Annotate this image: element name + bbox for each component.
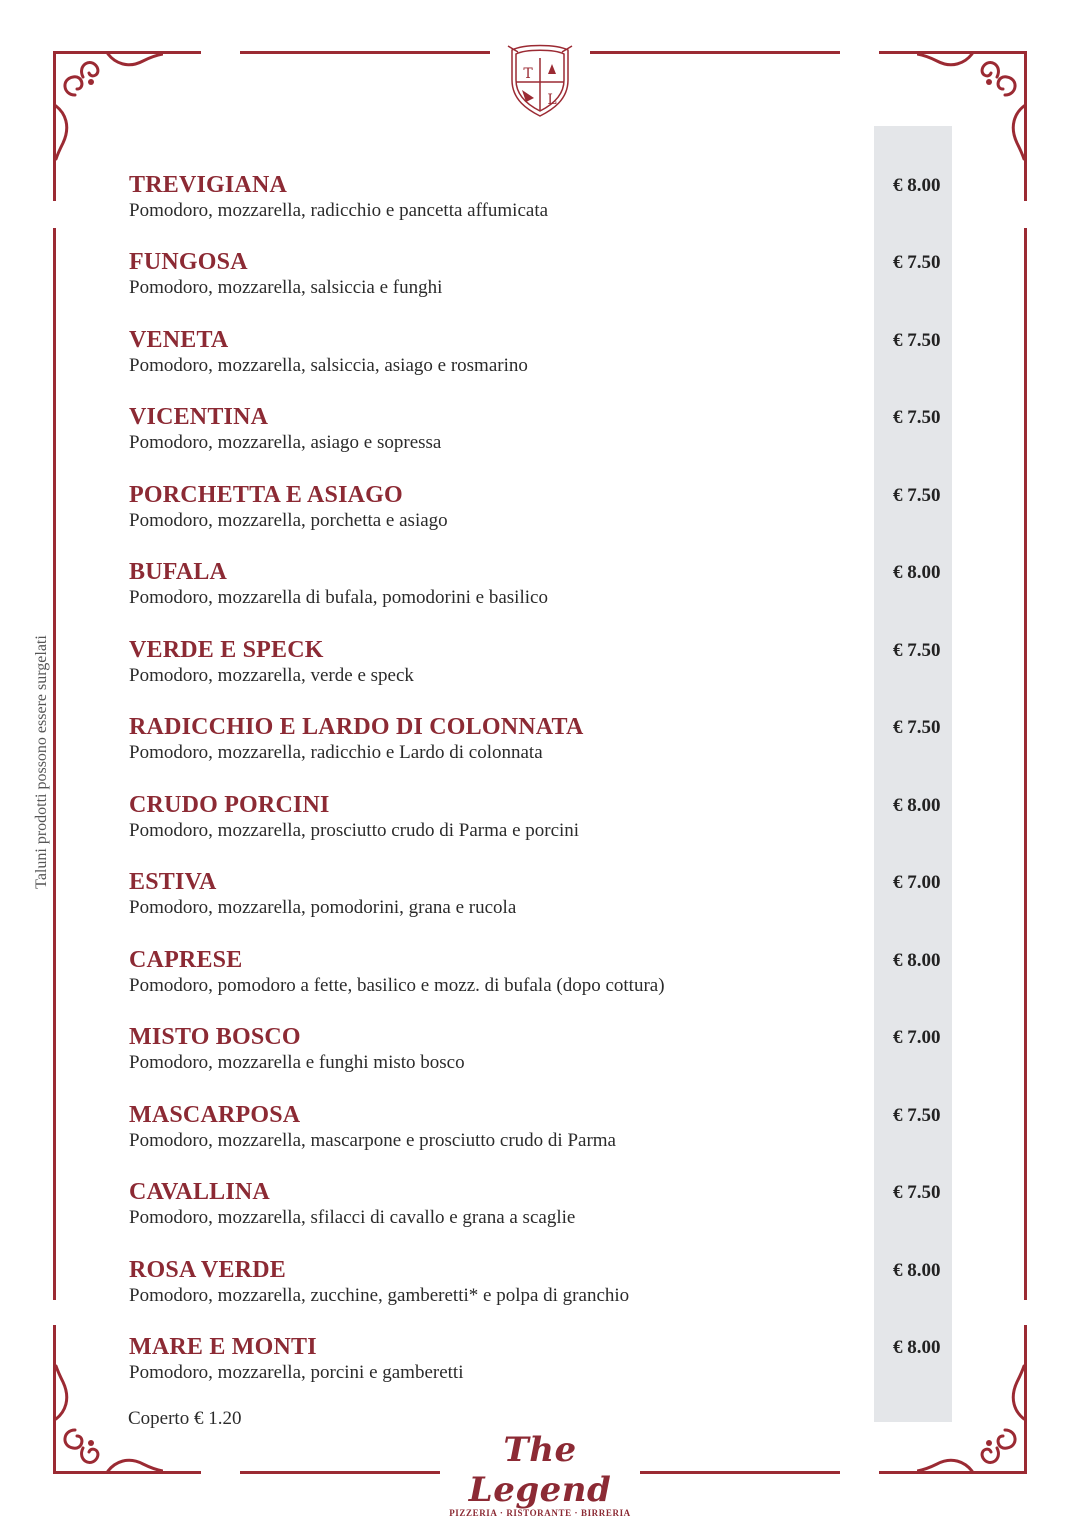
menu-item-price: € 7.00: [893, 1027, 941, 1048]
menu-item-description: Pomodoro, mozzarella, radicchio e pancetta affumicata: [129, 200, 549, 221]
menu-item-name: VENETA: [129, 327, 229, 353]
menu-item: [129, 713, 849, 765]
menu-item-description: Pomodoro, mozzarella, porchetta e asiago: [129, 510, 448, 531]
menu-item-price: € 7.50: [893, 485, 941, 506]
menu-item: [129, 326, 849, 378]
menu-item: [129, 946, 849, 998]
cover-charge: Coperto € 1.20: [128, 1408, 242, 1429]
menu-item: [129, 1178, 849, 1230]
svg-text:L: L: [547, 92, 557, 108]
menu-item-name: TREVIGIANA: [129, 172, 288, 198]
menu-item-price: € 7.00: [893, 872, 941, 893]
menu-item: [129, 171, 849, 223]
menu-item-price: € 8.00: [893, 562, 941, 583]
menu-item-name: BUFALA: [129, 559, 228, 585]
menu-item: [129, 558, 849, 610]
menu-item-price: € 8.00: [893, 950, 941, 971]
menu-item-price: € 7.50: [893, 1105, 941, 1126]
price-column-background: [874, 126, 952, 1422]
menu-item-price: € 7.50: [893, 1182, 941, 1203]
menu-item: [129, 403, 849, 455]
menu-item-description: Pomodoro, mozzarella, salsiccia e funghi: [129, 277, 443, 298]
menu-item-name: ROSA VERDE: [129, 1257, 286, 1283]
menu-item-description: Pomodoro, mozzarella, zucchine, gamberetti* e polpa di granchio: [129, 1285, 630, 1306]
menu-item: [129, 1333, 849, 1385]
menu-item-price: € 7.50: [893, 717, 941, 738]
menu-item-description: Pomodoro, mozzarella, asiago e sopressa: [129, 432, 442, 453]
menu-item-name: FUNGOSA: [129, 249, 248, 275]
menu-item: [129, 868, 849, 920]
corner-ornament-top-left-icon: [53, 51, 163, 161]
frame-top-center-left: [240, 51, 490, 54]
frame-bottom-center-right: [640, 1471, 840, 1474]
menu-item-description: Pomodoro, mozzarella, pomodorini, grana e rucola: [129, 897, 517, 918]
menu-item-description: Pomodoro, mozzarella, verde e speck: [129, 665, 414, 686]
frame-left-middle: [53, 228, 56, 1300]
menu-item-name: MARE E MONTI: [129, 1334, 317, 1360]
menu-item-price: € 7.50: [893, 330, 941, 351]
menu-item-description: Pomodoro, mozzarella, radicchio e Lardo di colonnata: [129, 742, 543, 763]
menu-item-name: CRUDO PORCINI: [129, 792, 330, 818]
menu-item: [129, 248, 849, 300]
menu-item-description: Pomodoro, pomodoro a fette, basilico e mozz. di bufala (dopo cottura): [129, 975, 665, 996]
menu-item: [129, 1023, 849, 1075]
menu-item-name: RADICCHIO E LARDO DI COLONNATA: [129, 714, 584, 740]
menu-item-name: ESTIVA: [129, 869, 217, 895]
menu-item: [129, 481, 849, 533]
menu-item-name: CAPRESE: [129, 947, 243, 973]
menu-item-name: VICENTINA: [129, 404, 269, 430]
menu-item-name: PORCHETTA E ASIAGO: [129, 482, 403, 508]
menu-item-price: € 7.50: [893, 640, 941, 661]
brand-tagline: PIZZERIA · RISTORANTE · BIRRERIA: [449, 1508, 631, 1518]
menu-item: [129, 791, 849, 843]
svg-text:T: T: [523, 66, 533, 82]
menu-item-price: € 8.00: [893, 175, 941, 196]
menu-item-description: Pomodoro, mozzarella, prosciutto crudo di Parma e porcini: [129, 820, 580, 841]
brand-logo: [440, 1430, 640, 1518]
crest-logo-icon: [504, 40, 576, 118]
menu-item-description: Pomodoro, mozzarella, mascarpone e prosciutto crudo di Parma: [129, 1130, 616, 1151]
frozen-products-note: Taluni prodotti possono essere surgelati: [33, 635, 50, 889]
menu-item-description: Pomodoro, mozzarella e funghi misto bosco: [129, 1052, 465, 1073]
menu-item-description: Pomodoro, mozzarella, sfilacci di cavallo e grana a scaglie: [129, 1207, 576, 1228]
menu-item-description: Pomodoro, mozzarella di bufala, pomodorini e basilico: [129, 587, 548, 608]
menu-item-price: € 8.00: [893, 795, 941, 816]
menu-item-name: MISTO BOSCO: [129, 1024, 301, 1050]
menu-item: [129, 1256, 849, 1308]
brand-name: The Legend: [468, 1430, 612, 1510]
menu-item-price: € 8.00: [893, 1260, 941, 1281]
frame-right-middle: [1024, 228, 1027, 1300]
menu-item-description: Pomodoro, mozzarella, porcini e gamberetti: [129, 1362, 464, 1383]
menu-item: [129, 1101, 849, 1153]
menu-item-description: Pomodoro, mozzarella, salsiccia, asiago e rosmarino: [129, 355, 528, 376]
menu-item-price: € 7.50: [893, 252, 941, 273]
menu-item-price: € 7.50: [893, 407, 941, 428]
frame-bottom-center-left: [240, 1471, 440, 1474]
menu-item-name: VERDE E SPECK: [129, 637, 324, 663]
menu-item-name: CAVALLINA: [129, 1179, 270, 1205]
frame-top-center-right: [590, 51, 840, 54]
menu-item-price: € 8.00: [893, 1337, 941, 1358]
menu-item: [129, 636, 849, 688]
menu-item-name: MASCARPOSA: [129, 1102, 301, 1128]
